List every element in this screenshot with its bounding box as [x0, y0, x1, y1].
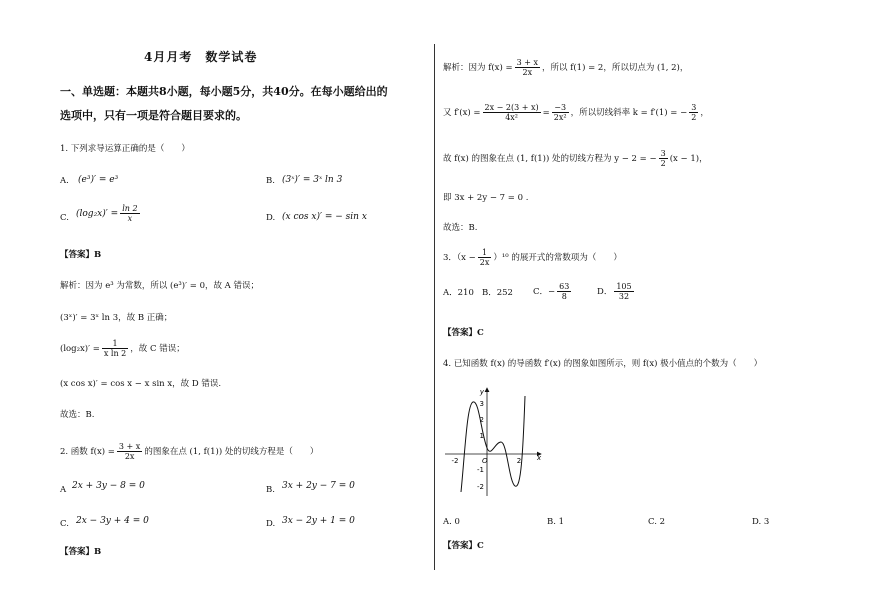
q2-explanation-1: 解析：因为 f(x) = $\frac{3 + x}{2x}$ ，所以 f(1) = 2，所以切点为 (1, 2)， — [443, 58, 689, 77]
y-tick-neg2: -2 — [477, 483, 484, 491]
q1-option-b-label: B. — [266, 176, 275, 186]
q2-option-a: 2x + 3y − 8 = 0 — [72, 481, 145, 491]
derivative-graph — [443, 382, 548, 500]
y-axis-label: y — [479, 388, 484, 396]
page-title: 4月月考 数学试卷 — [144, 50, 258, 64]
q1-option-c: (log₂x)′ = $\frac{\ln 2}{x}$ — [76, 204, 138, 223]
section-heading-cont: 选项中，只有一项是符合题目要求的。 — [60, 109, 247, 122]
q1-answer: 【答案】B — [60, 250, 102, 260]
q4-option-b: B. 1 — [547, 517, 565, 527]
y-tick-2: 2 — [479, 416, 484, 424]
q3-option-c: C．− $\frac{63}{8}$ — [533, 282, 570, 301]
q2-option-b: 3x + 2y − 7 = 0 — [282, 481, 355, 491]
q1-option-a: (e³)′ = e³ — [78, 175, 119, 185]
q1-stem: 1. 下列求导运算正确的是（ ） — [60, 144, 190, 154]
q2-explanation-4: 即 3x + 2y − 7 = 0 . — [443, 193, 529, 203]
q3-option-d: D． $\frac{105}{32}$ — [597, 282, 632, 301]
y-tick-neg1: -1 — [477, 466, 484, 474]
q4-answer: 【答案】C — [443, 541, 484, 551]
q3-option-b: B．252 — [482, 288, 513, 298]
q2-conclusion: 故选：B. — [443, 223, 478, 233]
q1-option-c-label: C. — [60, 213, 69, 223]
y-tick-1: 1 — [479, 432, 484, 440]
y-tick-3: 3 — [479, 400, 484, 408]
q4-stem: 4. 已知函数 f(x) 的导函数 f′(x) 的图象如图所示，则 f(x) 极小值点的个数为（ ） — [443, 359, 763, 369]
q1-explanation-4: (x cos x)′ = cos x − x sin x，故 D 错误. — [60, 379, 222, 389]
q2-explanation-3: 故 f(x) 的图象在点 (1, f(1)) 处的切线方程为 y − 2 = − $\frac{3}{2}$ (x − 1)， — [443, 149, 708, 168]
q2-option-a-label: A — [60, 485, 67, 495]
q2-stem: 2. 函数 f(x) = $\frac{3 + x}{2x}$ 的图象在点 (1, f(1)) 处的切线方程是（ ） — [60, 442, 319, 461]
q4-option-d: D. 3 — [752, 517, 770, 527]
q1-explanation-2: (3ˣ)′ = 3ˣ ln 3，故 B 正确； — [60, 313, 173, 323]
q1-option-d: (x cos x)′ = − sin x — [282, 212, 367, 222]
q1-explanation-1: 解析：因为 e³ 为常数，所以 (e³)′ = 0，故 A 错误； — [60, 281, 260, 291]
q4-option-a: A. 0 — [443, 517, 460, 527]
x-axis-label: x — [537, 454, 542, 462]
column-divider — [434, 44, 435, 570]
q2-explanation-2: 又 f′(x) = $\frac{2x - 2(3 + x)}{\text{4x²}}$ = $\frac{-3}{\text{2x²}}$ ，所以切线斜率 k = f′(1) = − $\frac{3}{2}$ ， — [443, 103, 709, 122]
q2-option-c: 2x − 3y + 4 = 0 — [76, 516, 149, 526]
q3-option-a: A．210 — [443, 288, 474, 298]
section-heading: 一、单选题：本题共8小题，每小题5分，共40分。在每小题给出的 — [60, 85, 388, 98]
q2-answer: 【答案】B — [60, 547, 102, 557]
q2-option-d: 3x − 2y + 1 = 0 — [282, 516, 355, 526]
q1-conclusion: 故选：B. — [60, 410, 95, 420]
x-tick-neg2: -2 — [451, 457, 459, 465]
q1-option-d-label: D. — [266, 213, 276, 223]
q4-option-c: C. 2 — [648, 517, 666, 527]
q3-stem: 3．（x − $\frac{1}{2x}$ ）¹⁰ 的展开式的常数项为（ ） — [443, 248, 622, 267]
origin-label: O — [482, 457, 488, 465]
q2-option-b-label: B. — [266, 485, 275, 495]
q3-answer: 【答案】C — [443, 328, 484, 338]
derivative-curve — [461, 396, 525, 492]
q1-option-a-label: A. — [60, 176, 69, 186]
q1-explanation-3: (log₂x)′ = $\frac{1}{\text{x ln 2}}$ ，故 C 错误； — [60, 339, 185, 358]
q2-option-d-label: D. — [266, 519, 276, 529]
x-tick-2: 2 — [516, 457, 522, 465]
q1-option-b: (3ˣ)′ = 3ˣ ln 3 — [282, 175, 343, 185]
q2-option-c-label: C. — [60, 519, 69, 529]
